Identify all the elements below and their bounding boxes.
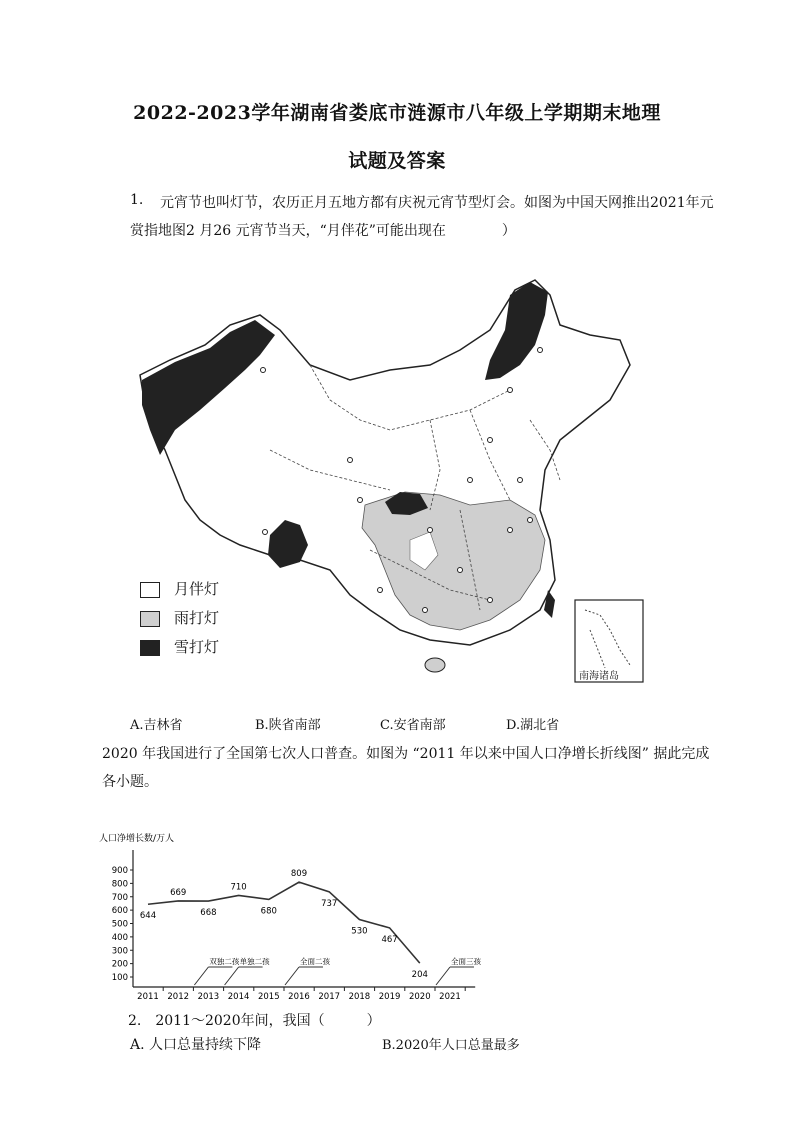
inset-label: 南海诸岛 — [579, 671, 619, 682]
q1-option-a[interactable]: A.吉林省 — [130, 718, 183, 733]
data-label: 737 — [321, 898, 338, 909]
intro2-line2: 各小题。 — [102, 774, 158, 790]
intro2-line1: 2020 年我国进行了全国第七次人口普查。如图为 “2011 年以来中国人口净增长折线图” 据此完成 — [102, 746, 710, 762]
south-sea-inset — [575, 600, 643, 682]
x-tick-label: 2011 — [137, 992, 159, 1002]
y-tick-label: 200 — [111, 959, 128, 970]
y-tick-label: 400 — [111, 932, 128, 943]
annotation-label: 全面三孩 — [451, 957, 481, 966]
x-tick-label: 2013 — [197, 992, 220, 1002]
q2-text: 2. 2011～2020年间，我国（ ） — [128, 1013, 381, 1029]
y-tick-label: 900 — [111, 866, 128, 876]
q2-option-a[interactable]: A. 人口总量持续下降 — [130, 1037, 262, 1053]
data-label: 809 — [290, 869, 308, 880]
legend-swatch-rain — [140, 611, 160, 627]
q1-option-b[interactable]: B.陕省南部 — [255, 718, 321, 733]
legend-rain: 雨打灯 — [140, 607, 219, 628]
population-growth-chart — [95, 825, 481, 1005]
doc-title-line1: 2022-2023学年湖南省娄底市涟源市八年级上学期期末地理 — [133, 102, 661, 124]
x-tick-label: 2020 — [408, 992, 431, 1002]
x-tick-label: 2019 — [378, 992, 401, 1002]
hainan — [425, 658, 445, 672]
q1-number: 1. — [130, 192, 144, 208]
legend-moon: 月伴灯 — [140, 578, 219, 599]
data-label: 680 — [260, 906, 277, 917]
x-tick-label: 2018 — [348, 992, 371, 1002]
data-label: 710 — [230, 882, 247, 893]
series-line — [148, 882, 420, 963]
y-tick-label: 700 — [111, 892, 128, 903]
data-label: 204 — [411, 970, 428, 981]
annotation-arrow — [194, 967, 208, 985]
x-tick-label: 2021 — [439, 992, 461, 1002]
q1-text-line2: 赏指地图2 月26 元宵节当天，“月伴花”可能出现在 ） — [130, 223, 516, 239]
data-label: 668 — [200, 908, 217, 919]
y-tick-label: 500 — [111, 919, 128, 930]
x-tick-label: 2012 — [167, 992, 190, 1002]
data-label: 644 — [139, 911, 157, 922]
annotation-arrow — [225, 967, 239, 985]
q1-option-d[interactable]: D.湖北省 — [506, 718, 560, 733]
x-tick-label: 2016 — [288, 992, 310, 1002]
data-label: 467 — [381, 934, 398, 945]
q1-option-c[interactable]: C.安省南部 — [380, 718, 446, 733]
annotation-label: 双独二孩 — [209, 957, 240, 966]
annotation-arrow — [285, 967, 299, 985]
annotation-arrow — [436, 967, 450, 985]
legend-swatch-moon — [140, 582, 160, 598]
x-tick-label: 2014 — [227, 992, 250, 1002]
data-label: 669 — [170, 887, 187, 898]
y-tick-label: 800 — [111, 879, 128, 890]
annotation-label: 单独二孩 — [239, 957, 270, 966]
q1-text-line1: 元宵节也叫灯节，农历正月五地方都有庆祝元宵节型灯会。如图为中国天网推出2021年元 — [160, 195, 714, 211]
x-tick-label: 2015 — [257, 992, 280, 1002]
data-label: 530 — [351, 926, 368, 937]
y-tick-label: 300 — [111, 946, 128, 957]
x-tick-label: 2017 — [318, 992, 341, 1002]
legend-swatch-snow — [140, 640, 160, 656]
doc-title-line2: 试题及答案 — [348, 150, 446, 172]
q2-option-b[interactable]: B.2020年人口总量最多 — [382, 1038, 520, 1053]
y-axis-label: 人口净增长数/万人 — [99, 834, 175, 844]
legend-snow: 雪打灯 — [140, 636, 219, 657]
y-tick-label: 600 — [111, 906, 128, 917]
annotation-label: 全面二孩 — [300, 957, 330, 966]
y-tick-label: 100 — [111, 973, 128, 983]
